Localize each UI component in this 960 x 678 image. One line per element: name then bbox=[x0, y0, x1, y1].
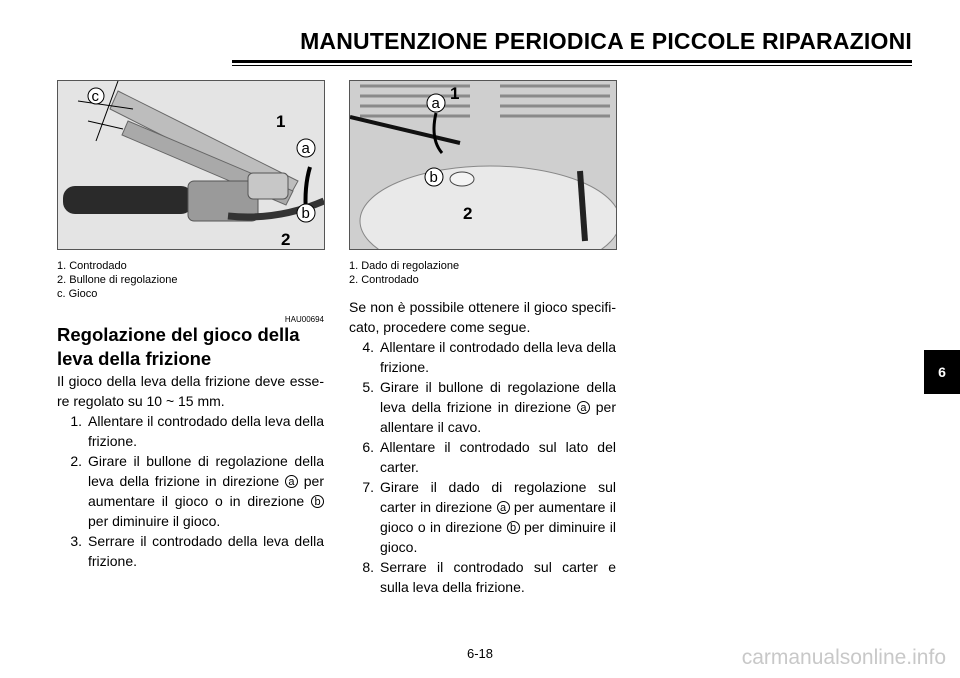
callout-b-label: b bbox=[301, 205, 310, 222]
step-item bbox=[349, 377, 616, 437]
figure-left-caption bbox=[57, 259, 177, 301]
caption-line: 1. Controdado bbox=[57, 260, 127, 272]
callout-1: 1 bbox=[450, 84, 460, 103]
intro-paragraph: Se non è possibile ottenere il gioco specifi-cato, procedere come segue. bbox=[349, 299, 616, 335]
step-text-part: Girare il bullone di regolazione della leva della frizione in direzione bbox=[88, 453, 324, 489]
circled-a-symbol: a bbox=[285, 475, 298, 488]
circled-b-symbol: b bbox=[311, 495, 324, 508]
callout-b-label: b bbox=[429, 169, 438, 186]
right-column-text bbox=[349, 297, 616, 597]
watermark: carmanualsonline.info bbox=[741, 646, 946, 669]
step-text-part: per diminuire il gioco. bbox=[380, 519, 616, 555]
step-text-part: per allentare il cavo. bbox=[380, 399, 616, 435]
step-number: 3. bbox=[70, 533, 82, 549]
step-number: 4. bbox=[362, 339, 374, 355]
circled-a-symbol: a bbox=[497, 501, 510, 514]
step-number: 6. bbox=[362, 439, 374, 455]
step-item bbox=[57, 411, 324, 451]
step-text-part: per aumentare il gioco o in direzione bbox=[88, 473, 324, 509]
step-text: Serrare il controdado sul carter e sulla leva della frizione. bbox=[380, 559, 616, 595]
step-text bbox=[88, 451, 324, 531]
callout-2: 2 bbox=[281, 230, 291, 249]
step-text bbox=[380, 377, 616, 437]
step-number: 2. bbox=[70, 453, 82, 469]
step-item bbox=[57, 451, 324, 531]
caption-line: 2. Controdado bbox=[349, 274, 419, 286]
circled-b-symbol: b bbox=[507, 521, 520, 534]
step-text: Allentare il controdado della leva della frizione. bbox=[88, 413, 324, 449]
caption-line: 2. Bullone di regolazione bbox=[57, 274, 178, 286]
circled-a-symbol: a bbox=[577, 401, 590, 414]
crankcase-photo bbox=[349, 80, 617, 250]
callout-c-label: c bbox=[91, 88, 99, 105]
intro-paragraph: Il gioco della leva della frizione deve esse-re regolato su 10 ~ 15 mm. bbox=[57, 373, 324, 409]
step-number: 8. bbox=[362, 559, 374, 575]
step-item bbox=[349, 557, 616, 597]
callout-a-label: a bbox=[301, 140, 310, 157]
page-number: 6-18 bbox=[466, 646, 494, 661]
step-number: 7. bbox=[362, 479, 374, 495]
header-rule-thin bbox=[232, 65, 912, 66]
crankcase-illustration bbox=[350, 81, 616, 249]
left-column-text bbox=[57, 371, 324, 571]
step-text: Serrare il controdado della leva della frizione. bbox=[88, 533, 324, 569]
clutch-lever-photo bbox=[57, 80, 325, 250]
section-heading: Regolazione del gioco della leva della frizione bbox=[57, 324, 300, 369]
step-text-part: Girare il dado di regolazione sul carter in direzione bbox=[380, 479, 616, 515]
step-text: Allentare il controdado sul lato del carter. bbox=[380, 439, 616, 475]
figure-right-caption bbox=[349, 259, 459, 287]
callout-1: 1 bbox=[276, 112, 286, 131]
step-number: 5. bbox=[362, 379, 374, 395]
chapter-tab: 6 bbox=[924, 350, 960, 394]
step-number: 1. bbox=[70, 413, 82, 429]
page-title: MANUTENZIONE PERIODICA E PICCOLE RIPARAZIONI bbox=[300, 28, 912, 54]
step-item bbox=[349, 477, 616, 557]
step-item bbox=[349, 437, 616, 477]
step-text bbox=[380, 477, 616, 557]
step-text-part: per diminuire il gioco. bbox=[88, 513, 221, 529]
callout-a-label: a bbox=[431, 95, 440, 112]
step-item bbox=[57, 531, 324, 571]
step-text-part: Girare il bullone di regolazione della leva della frizione in direzione bbox=[380, 379, 616, 415]
caption-line: 1. Dado di regolazione bbox=[349, 260, 460, 272]
clutch-lever-illustration bbox=[58, 81, 324, 249]
step-text-part: per aumentare il gioco o in direzione bbox=[380, 499, 616, 535]
step-item bbox=[349, 337, 616, 377]
section-code: HAU00694 bbox=[284, 315, 324, 324]
caption-line: c. Gioco bbox=[57, 288, 98, 300]
header-rule bbox=[232, 60, 912, 63]
step-text: Allentare il controdado della leva della frizione. bbox=[380, 339, 616, 375]
callout-2: 2 bbox=[463, 204, 473, 223]
